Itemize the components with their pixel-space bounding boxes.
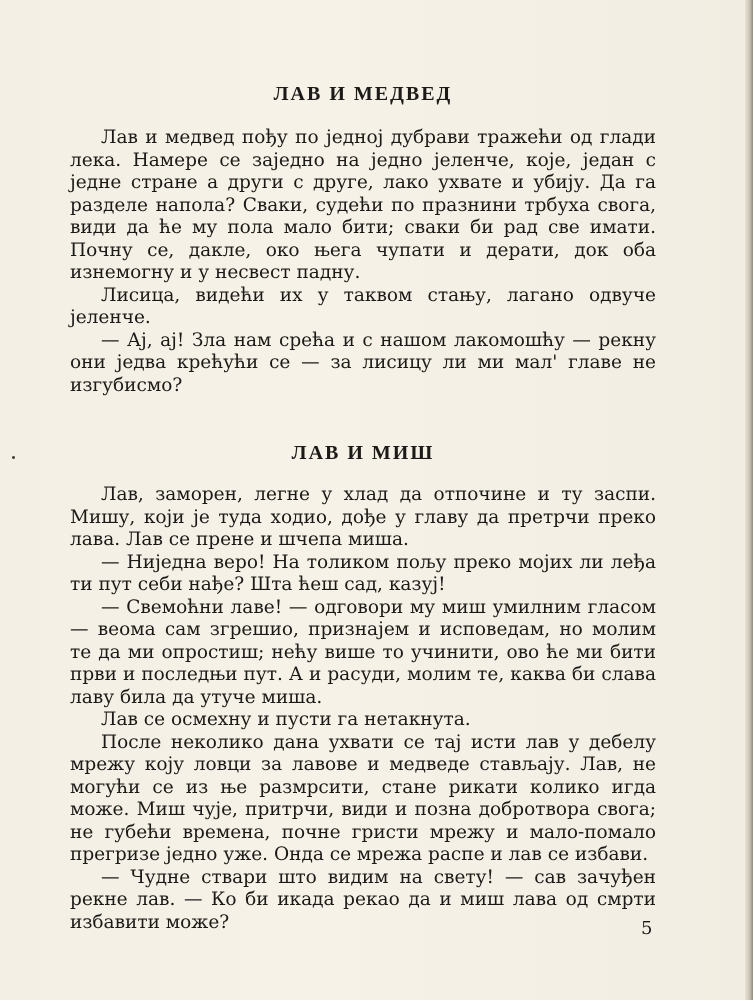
story-paragraph: Лисица, видећи их у таквом стању, лагано одвуче јеленче.	[70, 284, 656, 328]
story-paragraph: Лав, заморен, легне у хлад да отпочине и ту заспи. Мишу, који је туда ходио, дође у главу да претрчи преко лава. Лав се прене и шчепа миша.	[70, 484, 656, 550]
story-paragraph: Лав и медвед пођу по једној дубрави тражећи од глади лека. Намере се заједно на једно јеленче, које, један с једне стране а други с друге, лако ухвате и убију. Да га разделе напола? Сваки, судећи по празнини трбуха свога, види да ће му пола мало бити; сваки би рад све имати. Почну се, дакле, око њега чупати и дерати, док оба изнемогну и у несвест падну.	[70, 127, 656, 283]
story-paragraph: После неколико дана ухвати се тај исти лав у дебелу мрежу коју ловци за лавове и медведе стављају. Лав, не могући се из ње размрсити, стане рикати колико игда може. Миш чује, притрчи, види и позна добротвора свога; не губећи времена, почне гристи мрежу и мало-помало прегризе једно уже. Онда се мрежа распе и лав се избави.	[70, 731, 656, 865]
story-paragraph: — Ај, ај! Зла нам срећа и с нашом лакомошћу — рекну они једва крећући се — за лисицу ли ми мал' главе не изгубисмо?	[70, 329, 656, 396]
story-paragraph: Лав се осмехну и пусти га нетакнута.	[101, 709, 471, 730]
page-number: 5	[641, 918, 653, 939]
page-edge-shadow	[745, 0, 753, 1000]
paper-speck	[12, 456, 15, 459]
story-title: ЛАВ И МИШ	[291, 442, 435, 464]
story-lion-and-bear	[70, 80, 656, 397]
story-paragraph: — Чудне ствари што видим на свету! — сав зачуђен рекне лав. — Ко би икада рекао да и миш лава од смрти избавити може?	[70, 866, 656, 933]
story-title: ЛАВ И МЕДВЕД	[273, 83, 453, 105]
story-paragraph: — Свемоћни лаве! — одговори му миш умилним гласом — веома сам згрешио, признајем и исповедам, но молим те да ми опростиш; нећу више то учинити, ово ће ми бити први и последњи пут. А и расуди, молим те, каква би слава лаву била да утуче миша.	[70, 596, 656, 708]
story-lion-and-mouse	[70, 439, 656, 934]
story-paragraph: — Ниједна веро! На толиком пољу преко мојих ли леђа ти пут себи нађе? Шта ћеш сад, казуј!	[70, 551, 656, 595]
